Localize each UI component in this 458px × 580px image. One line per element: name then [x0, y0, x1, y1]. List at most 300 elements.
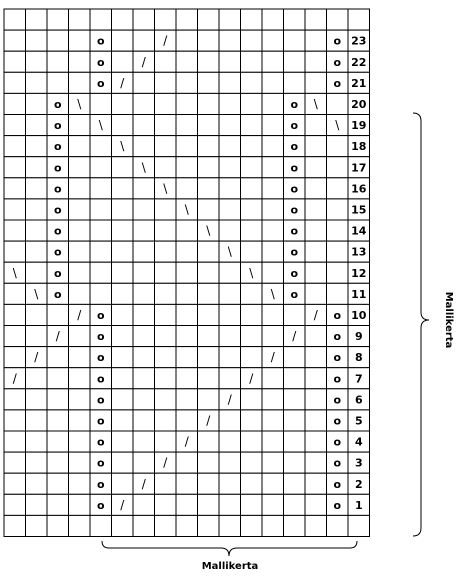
row-number: 2	[354, 477, 363, 491]
grid-cell	[219, 51, 241, 72]
row-number: 17	[351, 161, 367, 175]
grid-cell	[241, 452, 263, 473]
right-decrease-symbol: /	[270, 350, 275, 365]
grid-cell	[219, 431, 241, 452]
yarn-over-symbol: o	[290, 161, 299, 175]
yarn-over-symbol: o	[333, 477, 342, 491]
grid-cell	[327, 283, 349, 304]
grid-cell	[69, 157, 91, 178]
grid-cell	[219, 93, 241, 114]
grid-cell	[219, 283, 241, 304]
row-number: 14	[351, 224, 367, 238]
grid-cell	[284, 410, 306, 431]
row-number: 1	[354, 498, 363, 512]
row-number: 19	[351, 119, 367, 133]
yarn-over-symbol: o	[333, 351, 342, 365]
right-decrease-symbol: /	[163, 33, 168, 48]
grid-cell	[241, 389, 263, 410]
grid-cell	[176, 115, 198, 136]
grid-cell	[198, 283, 220, 304]
grid-cell	[198, 262, 220, 283]
right-decrease-symbol: /	[227, 392, 232, 407]
row-number: 15	[351, 203, 367, 217]
grid-cell	[198, 178, 220, 199]
grid-cell	[241, 30, 263, 51]
grid-cell	[176, 178, 198, 199]
yarn-over-symbol: o	[333, 456, 342, 470]
grid-cell	[198, 494, 220, 515]
grid-cell	[133, 368, 155, 389]
grid-cell	[90, 199, 112, 220]
left-decrease-symbol: \	[206, 223, 211, 238]
grid-cell	[4, 389, 26, 410]
grid-cell	[69, 220, 91, 241]
grid-cell	[26, 136, 48, 157]
yarn-over-symbol: o	[54, 266, 62, 280]
grid-cell	[198, 304, 220, 325]
grid-cell	[262, 326, 284, 347]
yarn-over-symbol: o	[97, 414, 105, 428]
grid-cell	[26, 452, 48, 473]
grid-cell	[305, 157, 327, 178]
grid-cell	[47, 30, 69, 51]
grid-cell	[69, 368, 91, 389]
row-number: 11	[351, 287, 367, 301]
grid-cell	[26, 473, 48, 494]
grid-cell	[155, 326, 177, 347]
grid-cell	[4, 72, 26, 93]
grid-cell	[133, 283, 155, 304]
grid-cell	[133, 72, 155, 93]
grid-cell	[176, 30, 198, 51]
grid-cell	[176, 368, 198, 389]
grid-cell	[176, 410, 198, 431]
yarn-over-symbol: o	[97, 498, 105, 512]
grid-cell	[155, 494, 177, 515]
left-decrease-symbol: \	[335, 118, 340, 133]
grid-cell	[262, 473, 284, 494]
grid-cell	[26, 30, 48, 51]
row-number: 20	[351, 98, 367, 111]
grid-cell	[4, 51, 26, 72]
yarn-over-symbol: o	[97, 477, 105, 491]
grid-cell	[327, 157, 349, 178]
grid-cell	[69, 51, 91, 72]
grid-cell	[4, 157, 26, 178]
grid-cell	[4, 283, 26, 304]
grid-cell	[112, 199, 134, 220]
grid-cell	[26, 515, 48, 536]
grid-cell	[219, 9, 241, 30]
grid-cell	[4, 136, 26, 157]
grid-cell	[90, 93, 112, 114]
grid-cell	[219, 178, 241, 199]
grid-cell	[4, 30, 26, 51]
grid-cell	[176, 347, 198, 368]
grid-cell	[198, 93, 220, 114]
yarn-over-symbol: o	[54, 140, 62, 154]
grid-cell	[219, 30, 241, 51]
row-number: 5	[354, 414, 363, 428]
grid-cell	[305, 347, 327, 368]
grid-cell	[155, 199, 177, 220]
grid-cell	[176, 283, 198, 304]
grid-cell	[241, 515, 263, 536]
grid-cell	[198, 51, 220, 72]
grid-cell	[305, 199, 327, 220]
right-decrease-symbol: /	[120, 75, 125, 90]
grid-cell	[155, 347, 177, 368]
grid-cell	[241, 220, 263, 241]
grid-cell	[305, 115, 327, 136]
grid-cell	[241, 157, 263, 178]
grid-cell	[47, 72, 69, 93]
grid-cell	[262, 452, 284, 473]
yarn-over-symbol: o	[97, 351, 105, 365]
grid-cell	[176, 452, 198, 473]
row-number: 7	[354, 372, 363, 386]
grid-cell	[262, 389, 284, 410]
yarn-over-symbol: o	[290, 266, 299, 280]
grid-cell	[69, 115, 91, 136]
grid-cell	[155, 389, 177, 410]
grid-cell	[241, 72, 263, 93]
grid-cell	[284, 72, 306, 93]
row-number: 10	[351, 309, 367, 322]
yarn-over-symbol: o	[333, 55, 342, 69]
grid-cell	[4, 115, 26, 136]
grid-cell	[219, 347, 241, 368]
right-decrease-symbol: /	[34, 350, 39, 365]
grid-cell	[198, 368, 220, 389]
grid-cell	[26, 178, 48, 199]
grid-cell	[262, 494, 284, 515]
grid-cell	[133, 262, 155, 283]
grid-cell	[241, 473, 263, 494]
grid-cell	[241, 326, 263, 347]
grid-cell	[26, 157, 48, 178]
grid-cell	[4, 241, 26, 262]
grid-cell	[90, 136, 112, 157]
grid-cell	[155, 93, 177, 114]
grid-cell	[69, 473, 91, 494]
left-decrease-symbol: \	[98, 118, 103, 133]
grid-cell	[133, 93, 155, 114]
grid-cell	[133, 347, 155, 368]
grid-cell	[47, 410, 69, 431]
grid-cell	[90, 283, 112, 304]
grid-cell	[305, 9, 327, 30]
yarn-over-symbol: o	[290, 203, 299, 217]
grid-cell	[133, 326, 155, 347]
grid-cell	[219, 72, 241, 93]
yarn-over-symbol: o	[97, 393, 105, 407]
yarn-over-symbol: o	[290, 224, 299, 238]
grid-cell	[47, 368, 69, 389]
yarn-over-symbol: o	[333, 309, 342, 322]
yarn-over-symbol: o	[54, 161, 62, 175]
grid-cell	[262, 220, 284, 241]
grid-cell	[112, 283, 134, 304]
yarn-over-symbol: o	[54, 245, 62, 259]
grid-cell	[198, 157, 220, 178]
grid-cell	[112, 30, 134, 51]
grid-cell	[155, 136, 177, 157]
grid-cell	[133, 515, 155, 536]
grid-cell	[112, 347, 134, 368]
grid-cell	[4, 452, 26, 473]
grid-cell	[133, 494, 155, 515]
grid-cell	[198, 515, 220, 536]
grid-cell	[47, 304, 69, 325]
row-number: 16	[351, 182, 367, 196]
grid-cell	[47, 9, 69, 30]
grid-cell	[219, 157, 241, 178]
grid-cell	[112, 93, 134, 114]
grid-cell	[69, 262, 91, 283]
right-decrease-symbol: /	[12, 371, 17, 386]
yarn-over-symbol: o	[97, 372, 105, 386]
grid-cell	[241, 93, 263, 114]
grid-cell	[198, 30, 220, 51]
yarn-over-symbol: o	[290, 119, 299, 133]
right-decrease-symbol: /	[292, 329, 297, 344]
grid-cell	[4, 473, 26, 494]
grid-cell	[69, 431, 91, 452]
row-number: 21	[351, 76, 367, 90]
grid-cell	[90, 262, 112, 283]
grid-cell	[69, 178, 91, 199]
yarn-over-symbol: o	[333, 435, 342, 449]
grid-cell	[284, 431, 306, 452]
grid-cell	[219, 410, 241, 431]
yarn-over-symbol: o	[54, 119, 62, 133]
row-number: 4	[354, 435, 363, 449]
grid-cell	[284, 30, 306, 51]
grid-cell	[69, 199, 91, 220]
grid-cell	[262, 368, 284, 389]
grid-cell	[26, 389, 48, 410]
left-decrease-symbol: \	[34, 286, 39, 301]
grid-cell	[69, 9, 91, 30]
yarn-over-symbol: o	[290, 182, 299, 196]
grid-cell	[219, 473, 241, 494]
grid-cell	[90, 241, 112, 262]
grid-cell	[112, 220, 134, 241]
grid-cell	[26, 72, 48, 93]
grid-cell	[284, 347, 306, 368]
yarn-over-symbol: o	[97, 309, 105, 322]
yarn-over-symbol: o	[333, 34, 342, 48]
yarn-over-symbol: o	[54, 98, 62, 111]
grid-cell	[219, 199, 241, 220]
grid-cell	[241, 347, 263, 368]
grid-cell	[176, 389, 198, 410]
grid-cell	[112, 241, 134, 262]
grid-cell	[176, 136, 198, 157]
grid-cell	[262, 115, 284, 136]
grid-cell	[262, 157, 284, 178]
yarn-over-symbol: o	[97, 330, 105, 344]
left-decrease-symbol: \	[249, 265, 254, 280]
right-decrease-symbol: /	[55, 329, 60, 344]
left-decrease-symbol: \	[227, 244, 232, 259]
yarn-over-symbol: o	[333, 414, 342, 428]
row-number: 9	[354, 330, 363, 344]
grid-cell	[219, 452, 241, 473]
grid-cell	[219, 515, 241, 536]
grid-cell	[327, 241, 349, 262]
right-decrease-symbol: /	[184, 434, 189, 449]
grid-cell	[305, 262, 327, 283]
right-repeat-brace	[413, 113, 429, 536]
grid-cell	[112, 410, 134, 431]
right-repeat-label: Mallikerta	[443, 291, 454, 349]
grid-cell	[47, 494, 69, 515]
grid-cell	[155, 241, 177, 262]
grid-cell	[112, 262, 134, 283]
grid-cell	[69, 283, 91, 304]
grid-cell	[305, 326, 327, 347]
grid-cell	[90, 157, 112, 178]
bottom-repeat-label: Mallikerta	[201, 561, 259, 572]
grid-cell	[47, 452, 69, 473]
grid-cell	[305, 51, 327, 72]
grid-cell	[69, 326, 91, 347]
yarn-over-symbol: o	[333, 372, 342, 386]
grid-cell	[241, 9, 263, 30]
grid-cell	[155, 515, 177, 536]
grid-cell	[112, 515, 134, 536]
left-decrease-symbol: \	[313, 97, 318, 111]
grid-cell	[47, 51, 69, 72]
right-decrease-symbol: /	[141, 476, 146, 491]
grid-cell	[198, 241, 220, 262]
grid-cell	[133, 115, 155, 136]
grid-cell	[69, 241, 91, 262]
grid-cell	[176, 72, 198, 93]
grid-cell	[112, 389, 134, 410]
grid-cell	[241, 410, 263, 431]
grid-cell	[26, 326, 48, 347]
grid-cell	[198, 115, 220, 136]
grid-cell	[241, 283, 263, 304]
bottom-repeat-brace	[102, 541, 357, 556]
yarn-over-symbol: o	[290, 245, 299, 259]
grid-cell	[219, 136, 241, 157]
grid-cell	[47, 515, 69, 536]
left-decrease-symbol: \	[163, 181, 168, 196]
grid-cell	[26, 115, 48, 136]
grid-cell	[284, 304, 306, 325]
yarn-over-symbol: o	[97, 55, 105, 69]
grid-cell	[241, 136, 263, 157]
grid-cell	[198, 347, 220, 368]
grid-cell	[155, 431, 177, 452]
grid-cell	[155, 115, 177, 136]
grid-cell	[176, 9, 198, 30]
grid-cell	[90, 178, 112, 199]
grid-cell	[112, 431, 134, 452]
grid-cell	[262, 93, 284, 114]
grid-cell	[284, 494, 306, 515]
grid-cell	[26, 220, 48, 241]
grid-cell	[219, 262, 241, 283]
grid-cell	[69, 72, 91, 93]
grid-cell	[155, 368, 177, 389]
grid-cell	[155, 304, 177, 325]
left-decrease-symbol: \	[77, 97, 82, 111]
grid-cell	[176, 262, 198, 283]
grid-cell	[69, 136, 91, 157]
grid-cell	[284, 515, 306, 536]
grid-cell	[133, 431, 155, 452]
grid-cell	[155, 410, 177, 431]
grid-cell	[327, 136, 349, 157]
grid-cell	[241, 431, 263, 452]
grid-cell	[198, 473, 220, 494]
yarn-over-symbol: o	[54, 224, 62, 238]
grid-cell	[112, 178, 134, 199]
grid-cell	[327, 262, 349, 283]
grid-cell	[4, 410, 26, 431]
grid-cell	[241, 241, 263, 262]
grid-cell	[4, 178, 26, 199]
grid-cell	[4, 515, 26, 536]
left-decrease-symbol: \	[270, 286, 275, 301]
grid-cell	[155, 283, 177, 304]
row-number: 23	[351, 34, 367, 48]
grid-cell	[176, 93, 198, 114]
yarn-over-symbol: o	[290, 98, 299, 111]
yarn-over-symbol: o	[97, 435, 105, 449]
grid-cell	[327, 515, 349, 536]
grid-cell	[90, 9, 112, 30]
grid-cell	[112, 157, 134, 178]
grid-cell	[69, 347, 91, 368]
yarn-over-symbol: o	[54, 182, 62, 196]
grid-cell	[133, 452, 155, 473]
grid-cell	[133, 136, 155, 157]
grid-cell	[284, 9, 306, 30]
grid-cell	[26, 368, 48, 389]
grid-cell	[133, 389, 155, 410]
grid-cell	[155, 262, 177, 283]
grid-cell	[112, 304, 134, 325]
grid-cell	[4, 93, 26, 114]
grid-cell	[176, 51, 198, 72]
grid-cell	[69, 410, 91, 431]
grid-cell	[284, 368, 306, 389]
right-decrease-symbol: /	[206, 413, 211, 428]
yarn-over-symbol: o	[333, 330, 342, 344]
grid-cell	[133, 178, 155, 199]
grid-cell	[4, 199, 26, 220]
grid-cell	[262, 431, 284, 452]
grid-cell	[4, 494, 26, 515]
grid-cell	[26, 51, 48, 72]
row-number: 18	[351, 140, 367, 154]
grid-cell	[262, 51, 284, 72]
grid-cell	[26, 262, 48, 283]
yarn-over-symbol: o	[54, 287, 62, 301]
grid-cell	[262, 515, 284, 536]
grid-cell	[155, 9, 177, 30]
row-number: 6	[354, 393, 363, 407]
grid-cell	[305, 389, 327, 410]
left-decrease-symbol: \	[184, 202, 189, 217]
grid-cell	[262, 199, 284, 220]
